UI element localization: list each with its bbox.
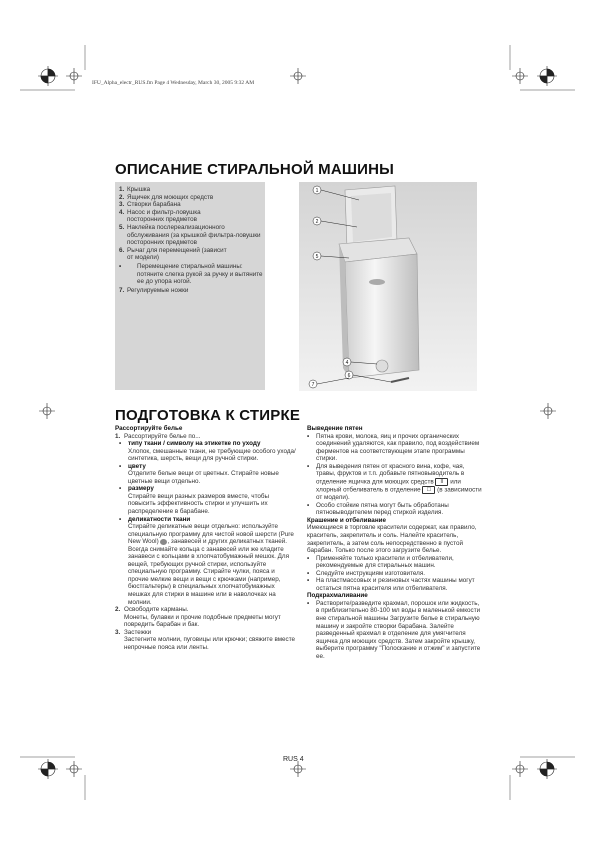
reg-mark-icon — [38, 66, 58, 86]
washing-machine-icon — [299, 182, 477, 391]
list-item: • Для выведения пятен от красного вина, кофе, чая, травы, фруктов и т.п. добавьте пятновыводитель в отделение ящичка для моющих средств II или хлорный отбеливатель в отделение ☐ (в зависимости от модели). — [307, 462, 482, 502]
list-item: 3. Створки барабана — [119, 201, 181, 209]
list-item: 2. Освободите карманы. Монеты, булавки и прочие подобные предметы могут повредить барабан и бак. — [115, 606, 281, 629]
page-number: RUS 4 — [283, 756, 304, 763]
reg-mark-icon — [540, 403, 556, 419]
list-item: • цвету Отделите белые вещи от цветных. Стирайте новые цветные вещи отдельно. — [119, 462, 279, 485]
callout-label: 4 — [345, 360, 349, 366]
callout-label: 2 — [315, 219, 319, 225]
description-title: ОПИСАНИЕ СТИРАЛЬНОЙ МАШИНЫ — [115, 161, 395, 178]
preparation-left-column — [115, 425, 296, 651]
reg-mark-icon — [66, 761, 82, 777]
callout-label: 5 — [315, 254, 319, 260]
reg-mark-icon — [38, 759, 58, 779]
list-item: • размеру Стирайте вещи разных размеров вместе, чтобы повысить эффективность стирки и улучшить их распределение в барабане. — [119, 485, 270, 516]
section-heading: Выведение пятен — [307, 425, 363, 432]
list-item: 7. Регулируемые ножки — [119, 286, 189, 294]
reg-mark-icon — [66, 68, 82, 84]
file-header: IFU_Alpha_electr_RUS.fm Page 4 Wednesday, March 30, 2005 9:32 AM — [92, 80, 255, 86]
list-item: • Пятна крови, молока, яиц и прочих органических соединений удаляются, как правило, под воздействием ферментов на соответствующем этапе программы стирки. — [307, 432, 480, 463]
section-heading: Подкрахмаливание — [307, 592, 368, 600]
list-item: 1. Крышка — [119, 186, 151, 193]
list-item: • Растворите/разведите крахмал, порошок или жидкость, в приблизительно 80-100 мл воды в маленькой емкости вне стиральной машины Загрузите белье в стиральную машину и закройте створки барабана. Залейте разведенный крахмал в отделение для умягчителя ящичка для моющих средств. Затем закройте крышку, выберите программу "Полоскание и отжим" и запустите ее. — [307, 599, 481, 660]
reg-mark-icon — [537, 759, 557, 779]
callout-label: 7 — [311, 382, 315, 388]
preparation-title: ПОДГОТОВКА К СТИРКЕ — [115, 407, 301, 424]
section-heading: Рассортируйте белье — [115, 425, 183, 432]
parts-list — [119, 186, 263, 294]
list-item: • деликатности ткани Стирайте деликатные вещи отдельно: используйте специальную программу для чистой новой шерсти (Pure New Wool) , занавесей и других деликатных тканей. Всегда снимайте кольца с занавесей или же кладите занавеси с кольцами в хлопчатобумажный мешок. Для вещей, требующих ручной стирки, используйте специальную программу. Стирайте чулки, пояса и прочие мелкие вещи и вещи с крючками (например, бюстгальтеры) в специальных хлопчатобумажных мешках для стирки в машине или в наволочках на молнии. — [119, 515, 294, 606]
compartment-symbol: II — [435, 478, 448, 486]
list-item: • типу ткани / символу на этикетке по уходу Хлопок, смешанные ткани, не требующие особого ухода/синтетика, шерсть, вещи для ручной стирки. — [119, 440, 296, 463]
list-item: • Следуйте инструкциям изготовителя. — [307, 569, 426, 577]
reg-mark-icon — [537, 66, 557, 86]
list-item: 3. Застежки Застегните молнии, пуговицы или крючки; свяжите вместе непрочные пояса или ленты. — [115, 628, 296, 651]
list-item: 1. Рассортируйте белье по... — [115, 432, 201, 440]
paragraph: Имеющиеся в торговле красители содержат, как правило, краситель, закрепитель и соль. Налейте краситель, закрепитель, а затем соль непосредственно в пустой барабан. Только после этого загрузите белье. — [307, 524, 477, 555]
list-item: • Особо стойкие пятна могут быть обработаны пятновыводителем перед стиркой изделия. — [307, 501, 449, 517]
list-item: 2. Ящичек для моющих средств — [119, 193, 214, 201]
list-item: 5. Наклейка послереализационного обслуживания (за крышкой фильтра-ловушки посторонних предметов — [119, 223, 261, 247]
reg-mark-icon — [290, 761, 306, 777]
list-item: • Перемещение стиральной машины: потяните слегка рукой за ручку и вытяните ее до упора ногой. — [119, 262, 263, 286]
reg-mark-icon — [512, 761, 528, 777]
reg-mark-icon — [39, 403, 55, 419]
compartment-symbol: ☐ — [422, 486, 435, 494]
list-item: 6. Рычаг для перемещений (зависит от модели) — [119, 246, 227, 262]
reg-mark-icon — [290, 68, 306, 84]
list-item: • Применяйте только красители и отбеливатели, рекомендуемые для стиральных машин. — [307, 554, 454, 570]
callout-label: 1 — [315, 188, 319, 194]
reg-mark-icon — [512, 68, 528, 84]
list-item: • На пластмассовых и резиновых частях машины могут остаться пятна красителя или отбеливателя. — [307, 577, 475, 592]
preparation-right-column — [307, 425, 483, 660]
section-heading: Крашение и отбеливание — [307, 516, 386, 524]
list-item: 4. Насос и фильтр-ловушка посторонних предметов — [119, 208, 201, 224]
washing-machine-photo — [299, 182, 477, 391]
callout-label: 6 — [347, 373, 351, 379]
